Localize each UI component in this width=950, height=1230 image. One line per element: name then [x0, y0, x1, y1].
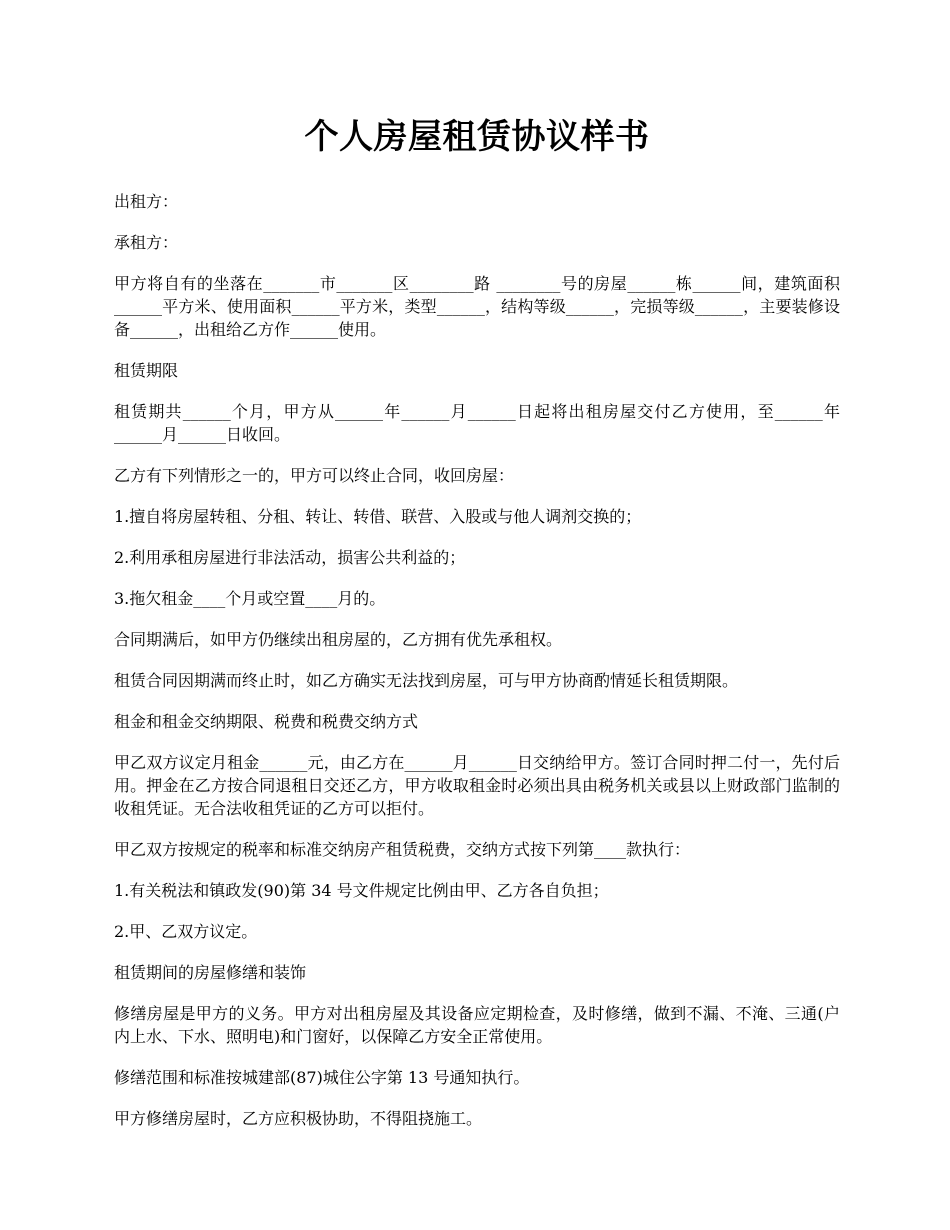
- repair-scope-paragraph: 修缮范围和标准按城建部(87)城住公字第 13 号通知执行。: [114, 1068, 530, 1087]
- termination-condition-3: 3.拖欠租金____个月或空置____月的。: [114, 589, 386, 608]
- lease-term-paragraph: 租赁期共______个月，甲方从______年______月______日起将出租房屋交付乙方使用，至______年______月______日收回。: [114, 402, 840, 444]
- repair-obligation-paragraph: 修缮房屋是甲方的义务。甲方对出租房屋及其设备应定期检查，及时修缮，做到不漏、不淹、三通(户内上水、下水、照明电)和门窗好，以保障乙方安全正常使用。: [114, 1004, 840, 1046]
- lessee-line: 承租方：: [114, 233, 179, 252]
- repair-cooperation-paragraph: 甲方修缮房屋时，乙方应积极协助，不得阻挠施工。: [114, 1109, 483, 1128]
- tax-option-1: 1.有关税法和镇政发(90)第 34 号文件规定比例由甲、乙方各自负担；: [114, 881, 609, 900]
- termination-conditions-intro: 乙方有下列情形之一的，甲方可以终止合同，收回房屋：: [114, 466, 515, 485]
- section-heading-rent-and-taxes: 租金和租金交纳期限、税费和税费交纳方式: [114, 712, 419, 731]
- section-heading-lease-term: 租赁期限: [114, 361, 179, 380]
- document-title: 个人房屋租赁协议样书: [304, 117, 650, 157]
- property-description-paragraph: 甲方将自有的坐落在_______市_______区________路 ________号的房屋______栋______间，建筑面积______平方米、使用面积______平方米，类型______，结构等级______，完损等级______，主要装修设备______，出租给乙方作______使用。: [114, 274, 840, 339]
- termination-condition-2: 2.利用承租房屋进行非法活动，损害公共利益的；: [114, 548, 466, 567]
- rent-payment-paragraph: 甲乙双方议定月租金______元，由乙方在______月______日交纳给甲方。签订合同时押二付一，先付后用。押金在乙方按合同退租日交还乙方，甲方收取租金时必须出具由税务机关或县以上财政部门监制的收租凭证。无合法收租凭证的乙方可以拒付。: [114, 753, 840, 818]
- renewal-priority-paragraph: 合同期满后，如甲方仍继续出租房屋的，乙方拥有优先承租权。: [114, 630, 563, 649]
- document-page: [114, 112, 840, 1148]
- extension-paragraph: 租赁合同因期满而终止时，如乙方确实无法找到房屋，可与甲方协商酌情延长租赁期限。: [114, 671, 739, 690]
- lessor-line: 出租方：: [114, 192, 179, 211]
- tax-payment-paragraph: 甲乙双方按规定的税率和标准交纳房产租赁税费，交纳方式按下列第____款执行：: [114, 840, 691, 859]
- termination-condition-1: 1.擅自将房屋转租、分租、转让、转借、联营、入股或与他人调剂交换的；: [114, 507, 642, 526]
- tax-option-2: 2.甲、乙双方议定。: [114, 922, 258, 941]
- section-heading-repairs: 租赁期间的房屋修缮和装饰: [114, 963, 307, 982]
